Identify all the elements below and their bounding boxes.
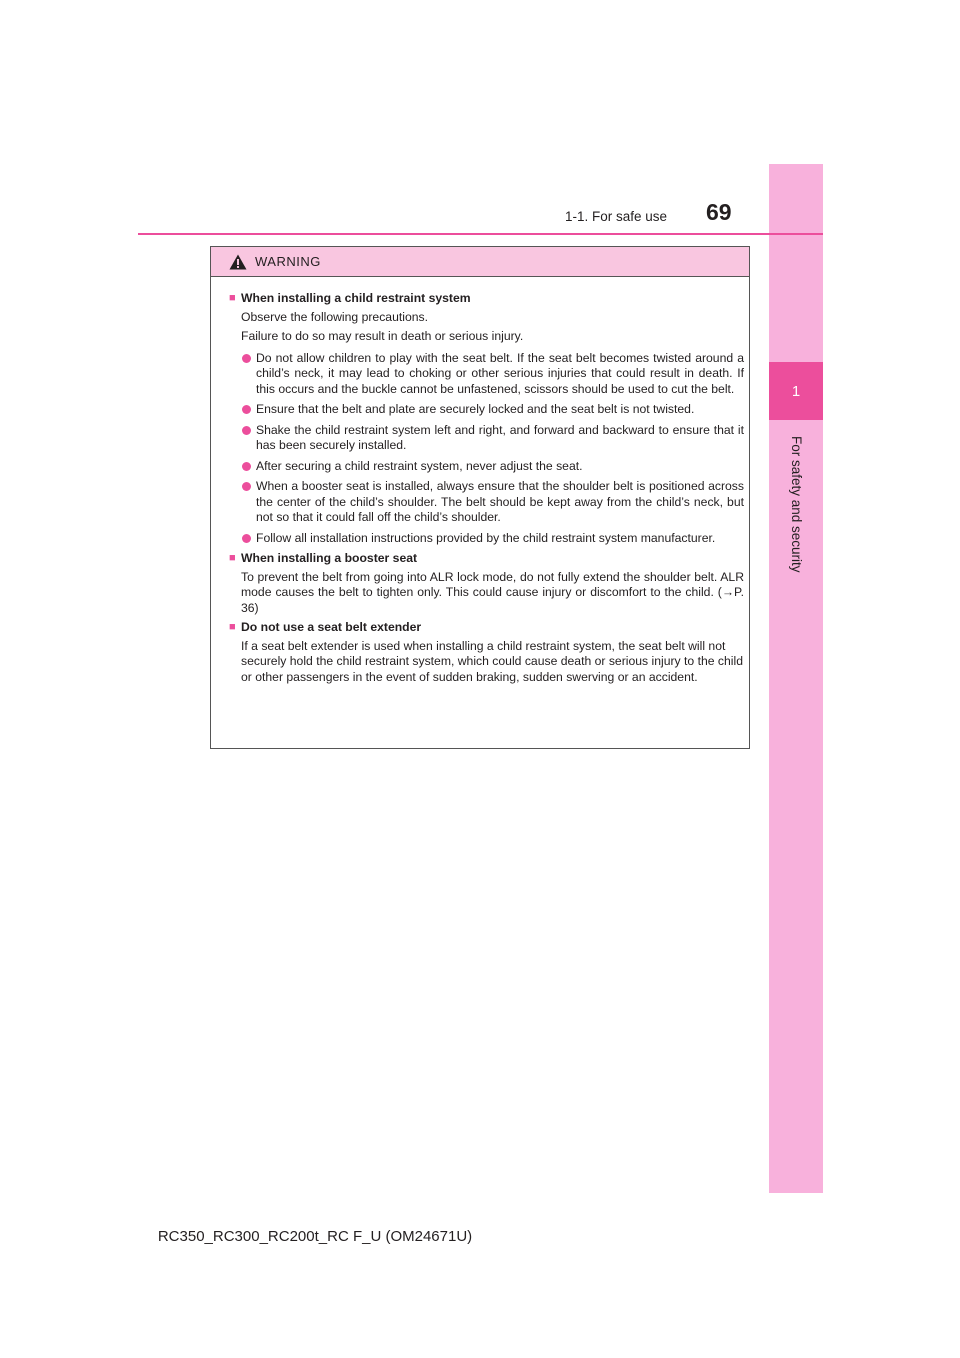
circle-bullet-icon [242, 354, 251, 363]
group-heading-text: When installing a booster seat [241, 551, 418, 565]
warning-group-booster-seat [229, 551, 744, 616]
list-item-text: Shake the child restraint system left and right, and forward and backward to ensure that it has been securely installed. [256, 422, 744, 452]
warning-group-seat-belt-extender [229, 620, 744, 685]
warning-header [211, 247, 749, 277]
list-item [229, 351, 744, 398]
circle-bullet-icon [242, 405, 251, 414]
list-item-text: Follow all installation instructions provided by the child restraint system manufacturer. [256, 530, 716, 545]
section-title: 1-1. For safe use [564, 209, 667, 224]
warning-title: WARNING [255, 254, 321, 269]
list-item-text: Do not allow children to play with the seat belt. If the seat belt becomes twisted around a child’s neck, it may lead to choking or other serious injuries that could result in death. If this occurs and the buckle cannot be unfastened, scissors should be used to cut the belt. [256, 350, 744, 396]
page-number: 69 [706, 199, 732, 225]
circle-bullet-icon [242, 482, 251, 491]
list-item-text: After securing a child restraint system, never adjust the seat. [256, 458, 583, 473]
square-bullet-icon: ■ [229, 292, 236, 304]
list-item-text: Ensure that the belt and plate are securely locked and the seat belt is not twisted. [256, 402, 695, 416]
list-item [229, 531, 744, 547]
warning-body [211, 277, 749, 685]
square-bullet-icon: ■ [229, 621, 236, 633]
footer-model-code: RC350_RC300_RC200t_RC F_U (OM24671U) [157, 1228, 473, 1245]
warning-box [210, 246, 750, 749]
circle-bullet-icon [242, 426, 251, 435]
warning-group-child-restraint [229, 291, 744, 546]
list-item-text: When a booster seat is installed, always ensure that the shoulder belt is positioned across the center of the child’s shoulder. The belt should be kept away from the child’s neck, but not so that it could fall off the child’s shoulder. [256, 479, 744, 524]
list-item [229, 423, 744, 454]
paragraph: If a seat belt extender is used when installing a child restraint system, the seat belt will not securely hold the child restraint system, which could cause death or serious injury to the child or other passengers in the event of sudden braking, sudden swerving or an accident. [241, 638, 743, 684]
list-item [229, 402, 744, 418]
chapter-number-tab [769, 362, 823, 420]
circle-bullet-icon [242, 534, 251, 543]
group-heading [229, 620, 744, 636]
paragraph: To prevent the belt from going into ALR lock mode, do not fully extend the shoulder belt. ALR mode causes the belt to tighten only. This could cause injury or discomfort to the child. (→P. 36) [241, 569, 744, 615]
group-heading-text: When installing a child restraint system [241, 291, 471, 305]
square-bullet-icon: ■ [229, 552, 236, 564]
group-heading-text: Do not use a seat belt extender [241, 620, 422, 634]
warning-triangle-icon [229, 254, 247, 270]
list-item [229, 459, 744, 475]
chapter-number: 1 [791, 382, 801, 400]
list-item [229, 479, 744, 526]
chapter-title: For safety and security [789, 436, 804, 573]
group-heading [229, 291, 744, 307]
group-heading [229, 551, 744, 567]
paragraph: Observe the following precautions. [241, 309, 428, 324]
header-rule [138, 233, 823, 235]
paragraph: Failure to do so may result in death or serious injury. [241, 329, 524, 343]
circle-bullet-icon [242, 462, 251, 471]
side-tab [769, 164, 823, 1193]
